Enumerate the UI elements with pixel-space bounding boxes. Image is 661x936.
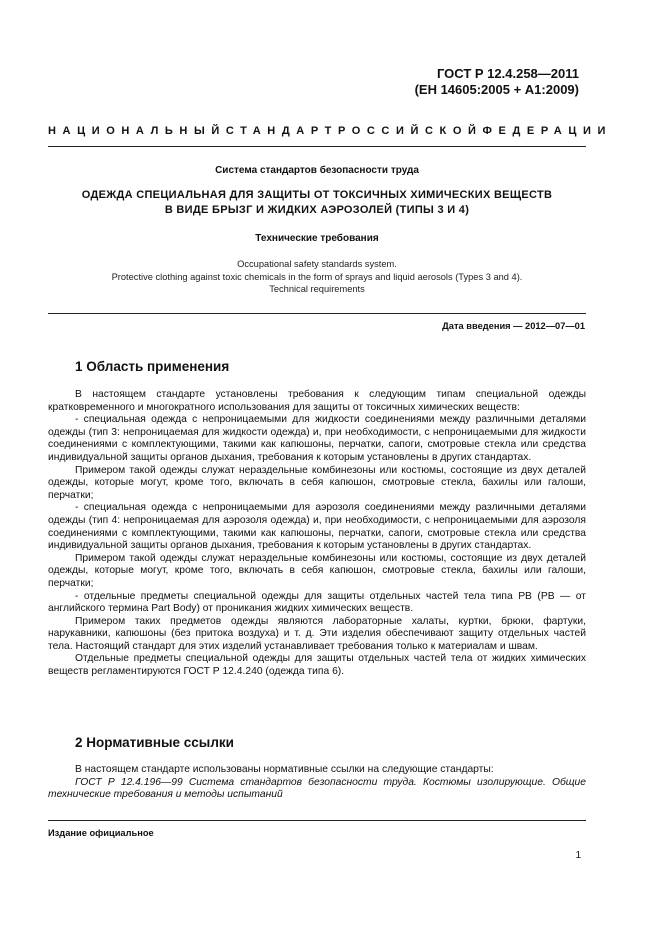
equivalent-standard: (ЕН 14605:2005 + А1:2009) [414, 82, 579, 97]
section-1-body [48, 389, 586, 679]
english-title-line: Protective clothing against toxic chemicals in the form of sprays and liquid aerosols (Types 3 and 4). [111, 271, 523, 282]
section-2-body [48, 764, 586, 802]
paragraph: Примером такой одежды служат нераздельные комбинезоны или костюмы, состоящие из двух деталей одежды, которые могут, кроме того, включать в себя капюшон, смотровые стекла, бахилы или галоши, перчатки; [48, 464, 586, 501]
paragraph: Примером таких предметов одежды являются лабораторные халаты, куртки, брюки, фартуки, нарукавники, капюшоны (без притока воздуха) и т. д. Эти изделия обеспечивают защиту отдельных частей тела. Настоящий стандарт для этих изделий устанавливает требования только к материалам и швам. [48, 615, 586, 652]
paragraph: - специальная одежда с непроницаемыми для жидкости соединениями между различными деталями одежды (тип 3: непроницаемая для жидкости одежда) и, при необходимости, с непроницаемыми для жидкости соединениями с комплектующими, такими как капюшоны, перчатки, сапоги, смотровые стекла или средства индивидуальной защиты органов дыхания, требования к которым установлены в других стандартах. [48, 414, 586, 463]
page-number: 1 [575, 850, 581, 861]
national-standard-banner [48, 125, 612, 137]
standards-series: Система стандартов безопасности труда [215, 165, 419, 176]
section-2-heading: 2 Нормативные ссылки [75, 735, 234, 750]
normative-reference: ГОСТ Р 12.4.196—99 Система стандартов безопасности труда. Костюмы изолирующие. Общие технические требования и методы испытаний [48, 776, 586, 801]
paragraph: - специальная одежда с непроницаемыми для аэрозоля соединениями между различными деталями одежды (тип 4: непроницаемая для аэрозоля одежда) и, при необходимости, с непроницаемыми для аэрозоля соединениями с комплектующими, такими как капюшоны, перчатки, сапоги, смотровые стекла или средства индивидуальной защиты органов дыхания, требования к которым установлены в других стандартах. [48, 502, 586, 552]
section-1-heading: 1 Область применения [75, 359, 230, 374]
english-title-line: Occupational safety standards system. [237, 259, 397, 269]
paragraph: В настоящем стандарте использованы нормативные ссылки на следующие стандарты: [75, 764, 494, 775]
banner-word: РОССИЙСКОЙ [337, 125, 483, 137]
paragraph: Отдельные предметы специальной одежды для защиты отдельных частей тела от жидких химических веществ регламентируются ГОСТ Р 12.4.240 (одежда типа 6). [48, 653, 586, 678]
title-line: В ВИДЕ БРЫЗГ И ЖИДКИХ АЭРОЗОЛЕЙ (ТИПЫ 3 И 4) [164, 204, 470, 216]
document-subtitle: Технические требования [255, 233, 379, 244]
paragraph: - отдельные предметы специальной одежды для защиты отдельных частей тела типа РВ (РВ — от английского термина Part Body) от проникания жидких химических веществ. [48, 590, 586, 615]
divider-bottom [48, 820, 586, 821]
english-title-line: Technical requirements [269, 284, 365, 294]
document-title [48, 188, 586, 218]
paragraph: В настоящем стандарте установлены требования к следующим типам специальной одежды кратковременного и многократного использования для защиты от токсичных химических веществ: [48, 389, 586, 413]
standard-number: ГОСТ Р 12.4.258—2011 [436, 66, 579, 81]
standard-code [415, 66, 579, 98]
official-edition-label: Издание официальное [48, 828, 154, 838]
introduction-date: Дата введения — 2012—07—01 [442, 321, 585, 331]
banner-word: ФЕДЕРАЦИИ [482, 125, 612, 137]
divider-top [48, 146, 586, 147]
divider-middle [48, 313, 586, 314]
banner-word: НАЦИОНАЛЬНЫЙ [48, 125, 226, 137]
title-line: ОДЕЖДА СПЕЦИАЛЬНАЯ ДЛЯ ЗАЩИТЫ ОТ ТОКСИЧНЫХ ХИМИЧЕСКИХ ВЕЩЕСТВ [81, 189, 553, 201]
english-title [48, 258, 586, 296]
paragraph: Примером такой одежды служат нераздельные комбинезоны или костюмы, состоящие из двух деталей одежды, которые могут, кроме того, включать в себя капюшон, смотровые стекла, бахилы или галоши, перчатки; [48, 552, 586, 589]
banner-word: СТАНДАРТ [225, 125, 338, 137]
